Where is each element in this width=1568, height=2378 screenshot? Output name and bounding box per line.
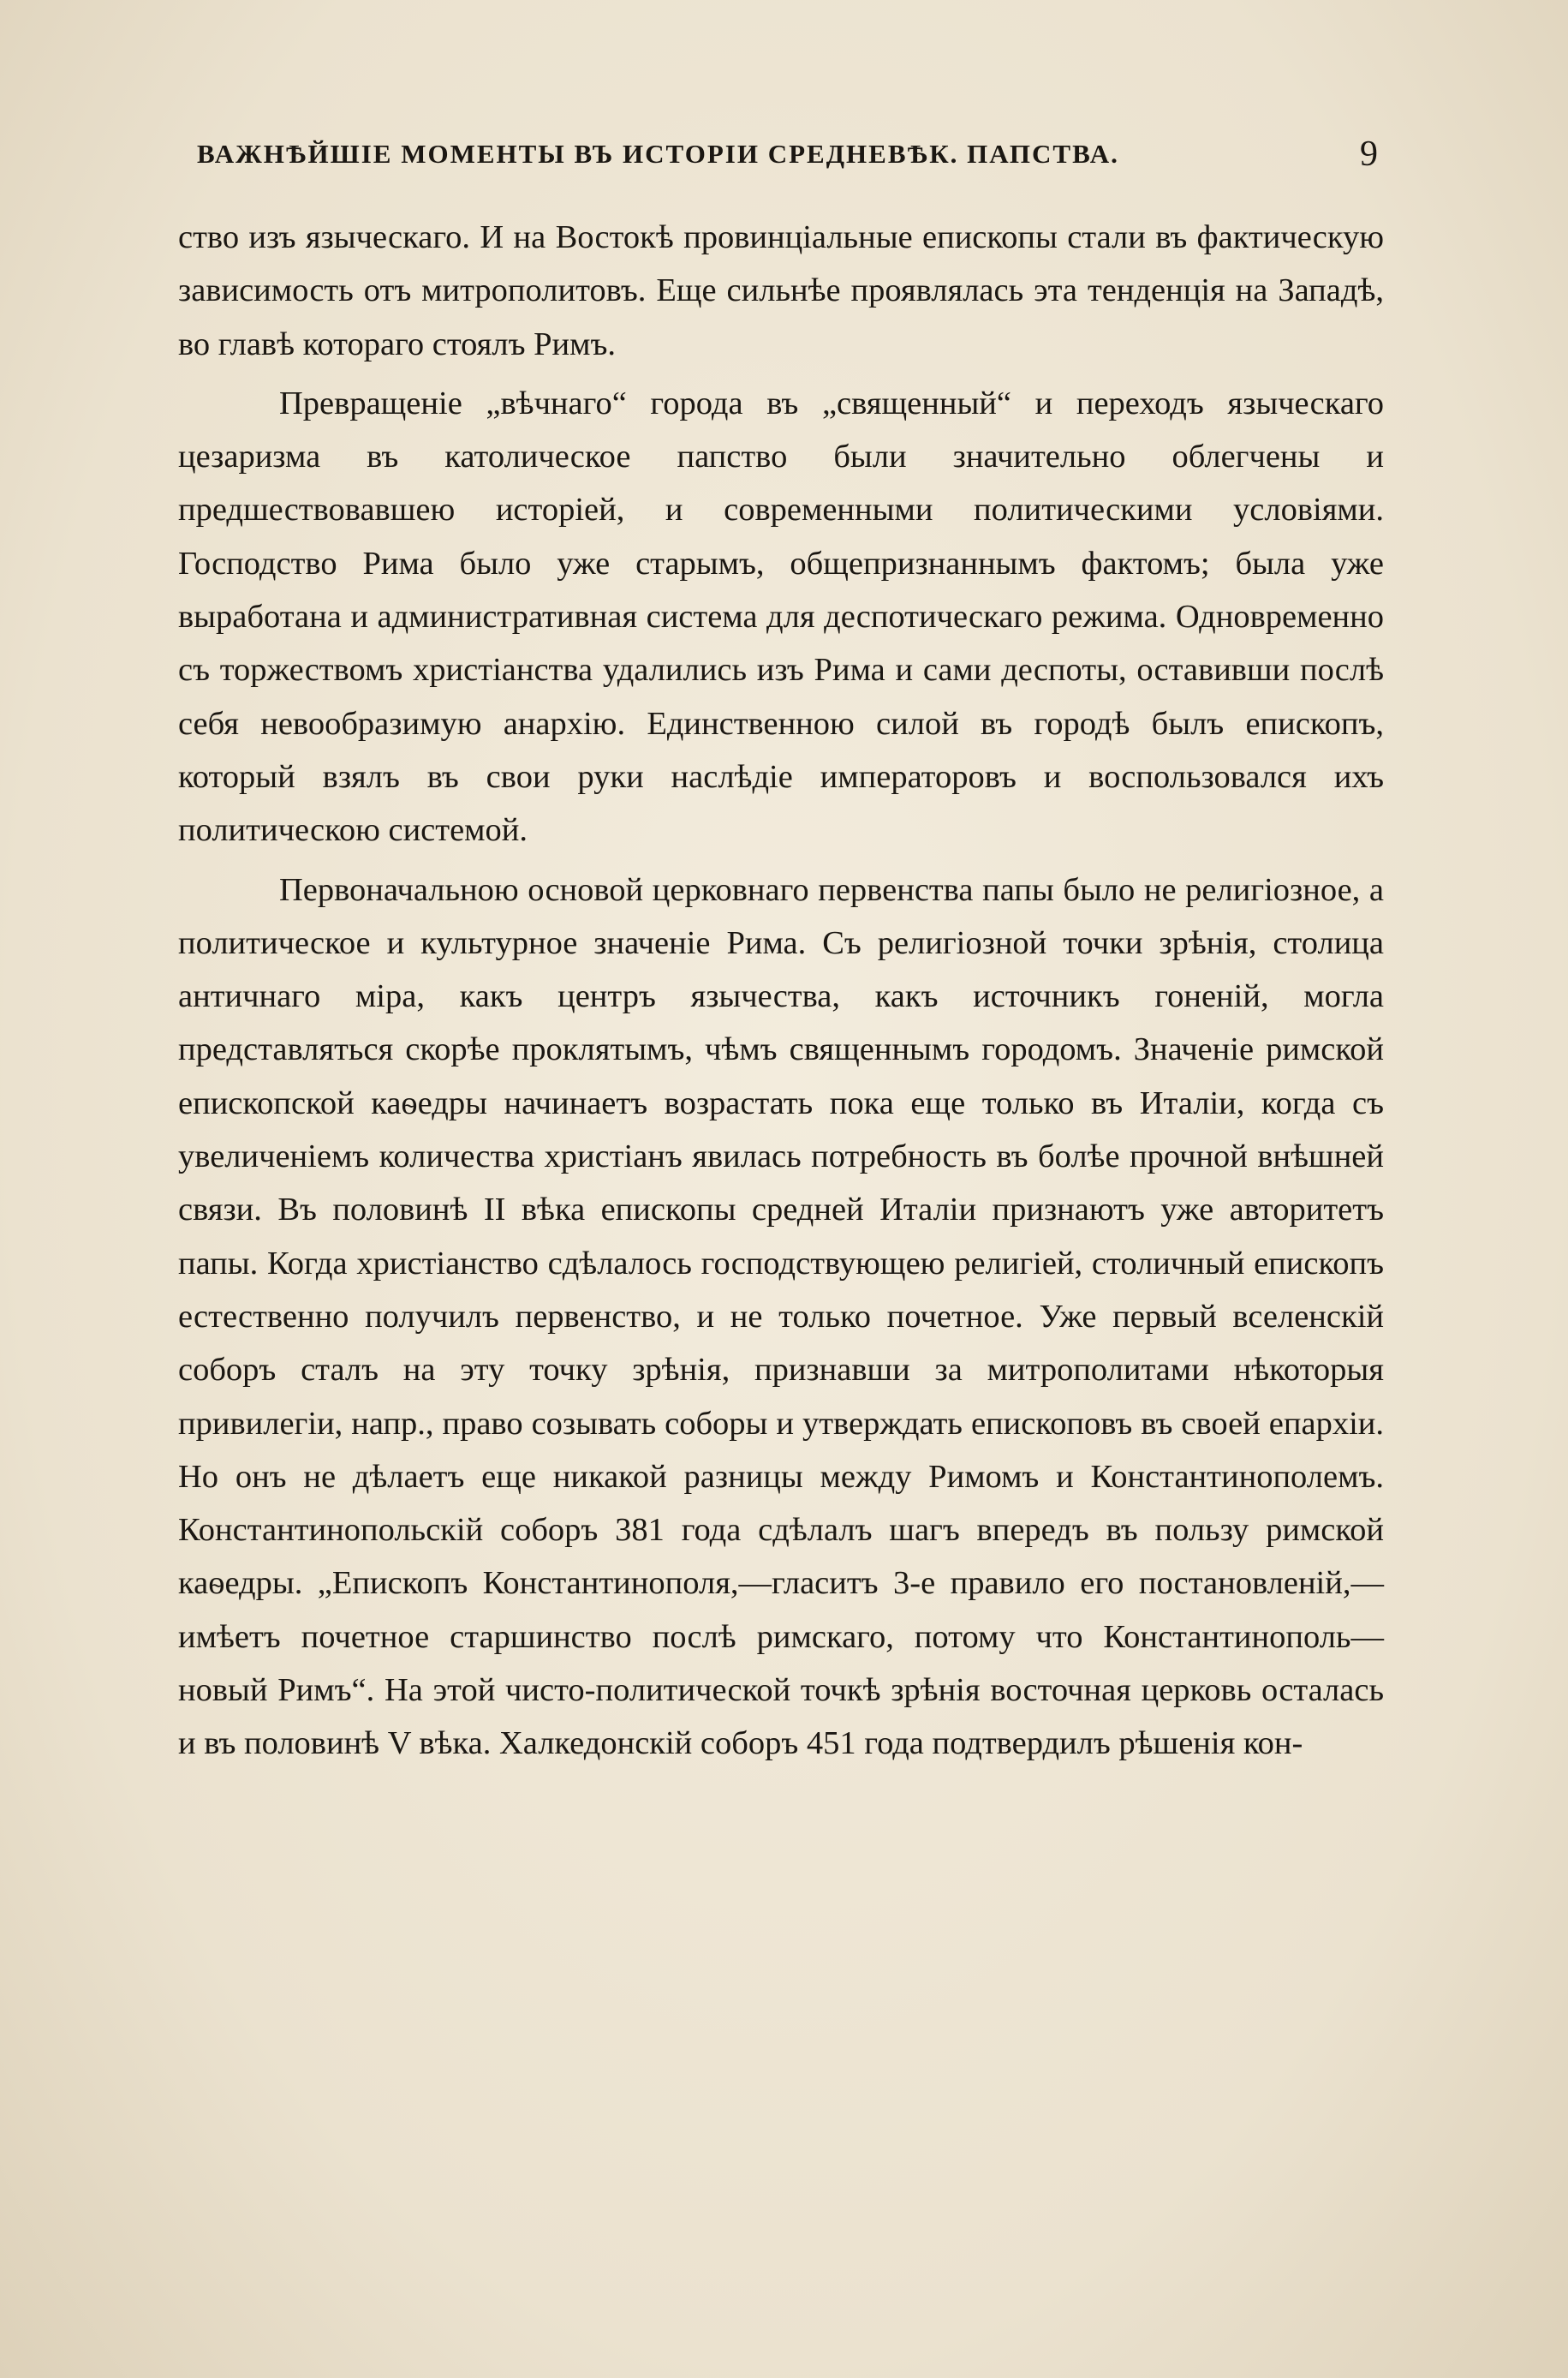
body-text bbox=[178, 211, 1384, 1771]
page-number: 9 bbox=[1360, 134, 1378, 174]
paragraph-continuation: ство изъ языческаго. И на Востокѣ провинціальные епископы стали въ фактическую зависимость отъ митрополитовъ. Еще сильнѣе проявлялась эта тенденція на Западѣ, во главѣ котораго стоялъ Римъ. bbox=[178, 219, 1384, 362]
running-title: ВАЖНѢЙШІЕ МОМЕНТЫ ВЪ ИСТОРІИ СРЕДНЕВѢК. ПАПСТВА. bbox=[197, 139, 1119, 169]
paragraph-primacy-origins: Первоначальною основой церковнаго первенства папы было не религіозное, а политическое и культурное значеніе Рима. Съ религіозной точки зрѣнія, столица античнаго міра, какъ центръ язычества, какъ источникъ гоненій, могла представляться скорѣе проклятымъ, чѣмъ священнымъ городомъ. Значеніе римской епископской каѳедры начинаетъ возрастать пока еще только въ Италіи, когда съ увеличеніемъ количества христіанъ явилась потребность въ болѣе прочной внѣшней связи. Въ половинѣ II вѣка епископы средней Италіи признаютъ уже авторитетъ папы. Когда христіанство сдѣлалось господствующею религіей, столичный епископъ естественно получилъ первенство, и не только почетное. Уже первый вселенскій соборъ сталъ на эту точку зрѣнія, признавши за митрополитами нѣкоторыя привилегіи, напр., право созывать соборы и утверждать епископовъ въ своей епархіи. Но онъ не дѣлаетъ еще никакой разницы между Римомъ и Константинополемъ. Константинопольскій соборъ 381 года сдѣлалъ шагъ впередъ въ пользу римской каѳедры. „Епископъ Константинополя,—гласитъ 3-е правило его постановленій,—имѣетъ почетное старшинство послѣ римскаго, потому что Константинополь—новый Римъ“. На этой чисто-политической точкѣ зрѣнія восточная церковь осталась и въ половинѣ V вѣка. Халкедонскій соборъ 451 года подтвердилъ рѣшенія кон- bbox=[178, 871, 1384, 1762]
paragraph-transformation-of-rome: Превращеніе „вѣчнаго“ города въ „священный“ и переходъ языческаго цезаризма въ католическое папство были значительно облегчены и предшествовавшею исторіей, и современными политическими условіями. Господство Рима было уже старымъ, общепризнаннымъ фактомъ; была уже выработана и административная система для деспотическаго режима. Одновременно съ торжествомъ христіанства удалились изъ Рима и сами деспоты, оставивши послѣ себя невообразимую анархію. Единственною силой въ городѣ былъ епископъ, который взялъ въ свои руки наслѣдіе императоровъ и воспользовался ихъ политическою системой. bbox=[178, 385, 1384, 849]
running-head bbox=[163, 128, 1378, 180]
